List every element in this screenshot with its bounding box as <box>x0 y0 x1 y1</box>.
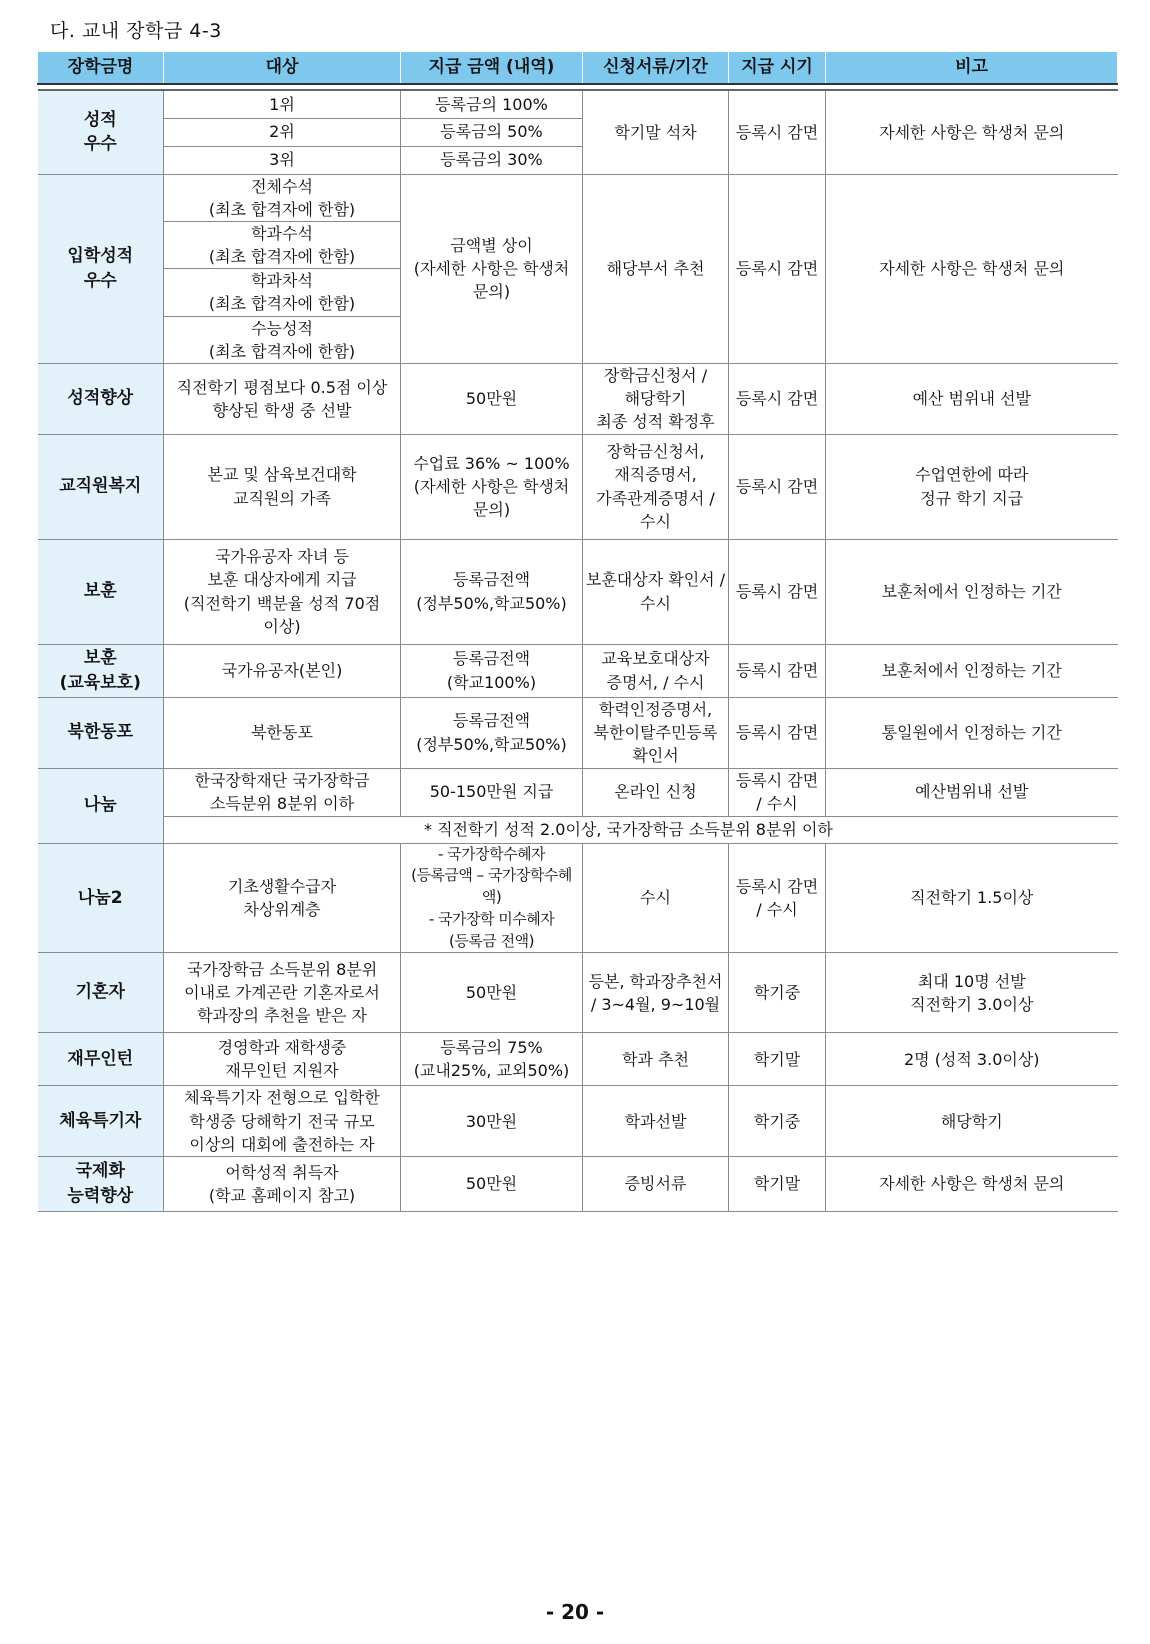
row-name: 기혼자 <box>38 953 164 1033</box>
row-amount: 50-150만원 지급 <box>401 768 583 816</box>
table-row <box>38 644 1118 697</box>
row-note: 직전학기 1.5이상 <box>826 843 1118 953</box>
row-note: 자세한 사항은 학생처 문의 <box>826 90 1118 174</box>
table-row <box>38 434 1118 539</box>
row-target: 국가장학금 소득분위 8분위 이내로 가계곤란 기혼자로서 학과장의 추천을 받은 자 <box>164 953 401 1033</box>
row-timing: 등록시 감면 <box>729 174 826 364</box>
row-docs: 장학금신청서 / 해당학기 최종 성적 확정후 <box>583 364 729 435</box>
row-target: 한국장학재단 국가장학금 소득분위 8분위 이하 <box>164 768 401 816</box>
row-docs: 온라인 신청 <box>583 768 729 816</box>
table-row <box>38 539 1118 644</box>
row-target: 국가유공자 자녀 등 보훈 대상자에게 지급 (직전학기 백분율 성적 70점 이상) <box>164 539 401 644</box>
row-target: 2위 <box>164 118 401 146</box>
row-timing: 학기중 <box>729 1086 826 1157</box>
header-timing: 지급 시기 <box>729 52 826 84</box>
row-note: 자세한 사항은 학생처 문의 <box>826 174 1118 364</box>
row-amount: 등록금의 75% (교내25%, 교외50%) <box>401 1033 583 1086</box>
row-name: 보훈 <box>38 539 164 644</box>
row-target: 학과수석 (최초 합격자에 한함) <box>164 221 401 268</box>
row-target: 어학성적 취득자 (학교 홈페이지 참고) <box>164 1156 401 1211</box>
row-timing: 등록시 감면 <box>729 697 826 768</box>
header-row <box>38 52 1118 84</box>
row-note: 해당학기 <box>826 1086 1118 1157</box>
row-amount: 50만원 <box>401 1156 583 1211</box>
row-docs: 교육보호대상자 증명서, / 수시 <box>583 644 729 697</box>
row-amount: 등록금전액 (정부50%,학교50%) <box>401 697 583 768</box>
row-timing: 등록시 감면 <box>729 90 826 174</box>
table-row <box>38 816 1118 843</box>
row-name: 보훈 (교육보호) <box>38 644 164 697</box>
row-amount: 수업료 36% ~ 100% (자세한 사항은 학생처 문의) <box>401 434 583 539</box>
row-target: 북한동포 <box>164 697 401 768</box>
row-target: 경영학과 재학생중 재무인턴 지원자 <box>164 1033 401 1086</box>
row-name: 체육특기자 <box>38 1086 164 1157</box>
row-docs: 학과선발 <box>583 1086 729 1157</box>
row-target: 기초생활수급자 차상위계층 <box>164 843 401 953</box>
row-amount: 등록금전액 (학교100%) <box>401 644 583 697</box>
row-name: 성적향상 <box>38 364 164 435</box>
row-docs: 학기말 석차 <box>583 90 729 174</box>
table-row <box>38 1086 1118 1157</box>
table-row <box>38 90 1118 118</box>
row-note: 보훈처에서 인정하는 기간 <box>826 644 1118 697</box>
row-docs: 보훈대상자 확인서 / 수시 <box>583 539 729 644</box>
row-timing: 학기말 <box>729 1156 826 1211</box>
header-scholarship-name: 장학금명 <box>38 52 164 84</box>
row-amount: - 국가장학수혜자 (등록금액 – 국가장학수혜액) - 국가장학 미수혜자 (등록금 전액) <box>401 843 583 953</box>
header-target: 대상 <box>164 52 401 84</box>
row-name: 나눔 <box>38 768 164 843</box>
row-target: 국가유공자(본인) <box>164 644 401 697</box>
table-row <box>38 174 1118 221</box>
row-docs: 해당부서 추천 <box>583 174 729 364</box>
row-target: 1위 <box>164 90 401 118</box>
row-target: 전체수석 (최초 합격자에 한함) <box>164 174 401 221</box>
row-amount: 등록금의 100% <box>401 90 583 118</box>
row-footnote: * 직전학기 성적 2.0이상, 국가장학금 소득분위 8분위 이하 <box>164 816 1118 843</box>
row-timing: 등록시 감면 / 수시 <box>729 768 826 816</box>
row-target: 학과차석 (최초 합격자에 한함) <box>164 269 401 316</box>
row-docs: 수시 <box>583 843 729 953</box>
row-note: 2명 (성적 3.0이상) <box>826 1033 1118 1086</box>
header-documents: 신청서류/기간 <box>583 52 729 84</box>
row-target: 수능성적 (최초 합격자에 한함) <box>164 316 401 363</box>
row-amount: 등록금의 50% <box>401 118 583 146</box>
row-note: 예산범위내 선발 <box>826 768 1118 816</box>
row-note: 자세한 사항은 학생처 문의 <box>826 1156 1118 1211</box>
row-name: 재무인턴 <box>38 1033 164 1086</box>
row-timing: 등록시 감면 <box>729 539 826 644</box>
scholarship-table <box>37 52 1118 1212</box>
row-note: 수업연한에 따라 정규 학기 지급 <box>826 434 1118 539</box>
row-name: 성적 우수 <box>38 90 164 174</box>
row-name: 국제화 능력향상 <box>38 1156 164 1211</box>
page-number: - 20 - <box>545 1600 605 1624</box>
row-name: 북한동포 <box>38 697 164 768</box>
row-amount: 등록금의 30% <box>401 146 583 174</box>
table-row <box>38 768 1118 816</box>
row-timing: 등록시 감면 <box>729 434 826 539</box>
row-docs: 장학금신청서, 재직증명서, 가족관계증명서 / 수시 <box>583 434 729 539</box>
row-timing: 학기말 <box>729 1033 826 1086</box>
row-timing: 학기중 <box>729 953 826 1033</box>
table-row <box>38 1156 1118 1211</box>
row-target: 직전학기 평점보다 0.5점 이상 향상된 학생 중 선발 <box>164 364 401 435</box>
row-docs: 학과 추천 <box>583 1033 729 1086</box>
table-row <box>38 1033 1118 1086</box>
row-note: 최대 10명 선발 직전학기 3.0이상 <box>826 953 1118 1033</box>
header-note: 비고 <box>826 52 1118 84</box>
row-amount: 금액별 상이 (자세한 사항은 학생처 문의) <box>401 174 583 364</box>
row-amount: 50만원 <box>401 953 583 1033</box>
row-note: 보훈처에서 인정하는 기간 <box>826 539 1118 644</box>
row-docs: 등본, 학과장추천서 / 3~4월, 9~10월 <box>583 953 729 1033</box>
row-amount: 등록금전액 (정부50%,학교50%) <box>401 539 583 644</box>
row-note: 예산 범위내 선발 <box>826 364 1118 435</box>
row-name: 나눔2 <box>38 843 164 953</box>
row-timing: 등록시 감면 <box>729 364 826 435</box>
row-docs: 증빙서류 <box>583 1156 729 1211</box>
table-row <box>38 697 1118 768</box>
table-row <box>38 364 1118 435</box>
row-target: 3위 <box>164 146 401 174</box>
row-timing: 등록시 감면 <box>729 644 826 697</box>
table-row <box>38 953 1118 1033</box>
row-name: 교직원복지 <box>38 434 164 539</box>
row-amount: 30만원 <box>401 1086 583 1157</box>
row-note: 통일원에서 인정하는 기간 <box>826 697 1118 768</box>
row-timing: 등록시 감면 / 수시 <box>729 843 826 953</box>
row-target: 본교 및 삼육보건대학 교직원의 가족 <box>164 434 401 539</box>
header-amount: 지급 금액 (내역) <box>401 52 583 84</box>
row-target: 체육특기자 전형으로 입학한 학생중 당해학기 전국 규모 이상의 대회에 출전하는 자 <box>164 1086 401 1157</box>
row-amount: 50만원 <box>401 364 583 435</box>
row-name: 입학성적 우수 <box>38 174 164 364</box>
table-row <box>38 843 1118 953</box>
row-docs: 학력인정증명서, 북한이탈주민등록 확인서 <box>583 697 729 768</box>
section-title: 다. 교내 장학금 4-3 <box>50 20 222 42</box>
